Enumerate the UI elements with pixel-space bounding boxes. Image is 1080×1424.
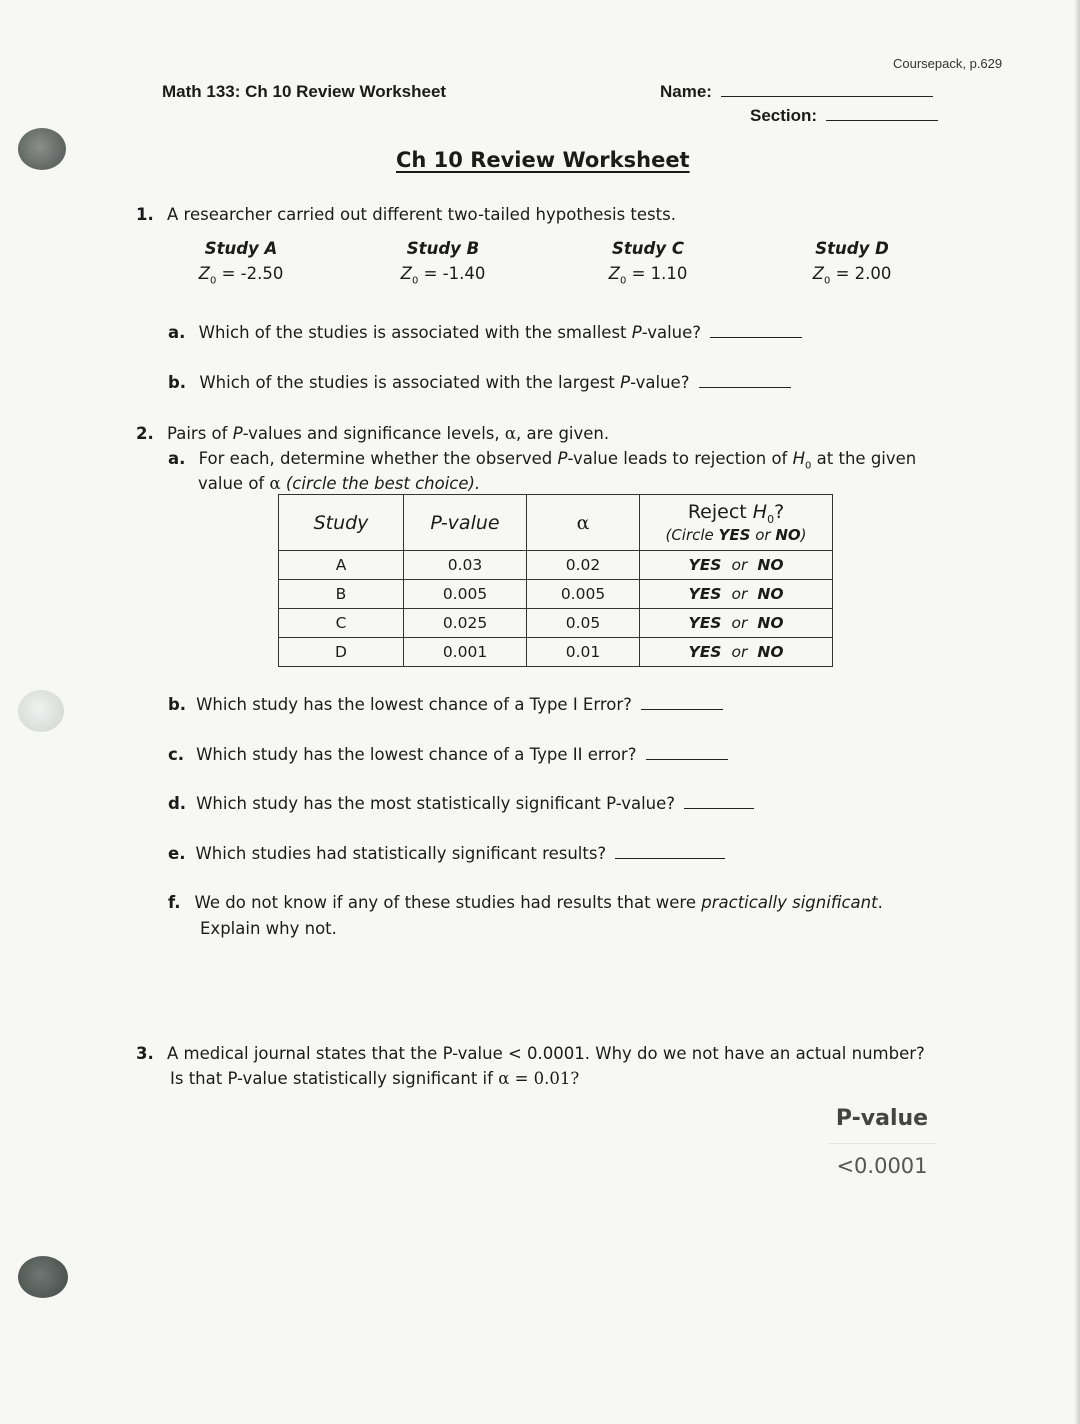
row-d-pvalue: 0.001	[404, 638, 527, 667]
table-row	[279, 609, 833, 638]
col-alpha-header: α	[527, 495, 640, 551]
study-b-heading: Study B	[406, 239, 480, 258]
table-row	[279, 638, 833, 667]
question-2f-line2: Explain why not.	[200, 919, 337, 938]
row-a-study: A	[279, 551, 404, 580]
question-2e: e. Which studies had statistically significant results?	[168, 844, 725, 863]
study-a-z: $Z_0 = -2.50$	[198, 264, 284, 287]
section-label: Section:	[750, 106, 818, 125]
row-d-alpha: 0.01	[527, 638, 640, 667]
row-a-alpha: 0.02	[527, 551, 640, 580]
pvalue-box-value: <0.0001	[828, 1143, 936, 1188]
name-label: Name:	[660, 82, 712, 101]
yes-option[interactable]: YES	[688, 556, 722, 574]
row-a-pvalue: 0.03	[404, 551, 527, 580]
study-d-heading: Study D	[815, 239, 889, 258]
question-1-text: A researcher carried out different two-tailed hypothesis tests.	[167, 205, 676, 224]
punch-hole-bottom	[18, 1256, 68, 1298]
no-option[interactable]: NO	[757, 614, 784, 632]
answer-blank-1b[interactable]	[699, 387, 791, 388]
question-1-number: 1.	[136, 205, 154, 224]
study-b-z: $Z_0 = -1.40$	[400, 264, 486, 287]
question-1a: a. Which of the studies is associated with the smallest P-value?	[168, 323, 802, 342]
punch-hole-middle	[18, 690, 64, 732]
row-a-choice[interactable]: YES or NO	[640, 551, 833, 580]
no-option[interactable]: NO	[757, 585, 784, 603]
page-edge-shadow	[1074, 0, 1080, 1424]
yes-option[interactable]: YES	[688, 585, 722, 603]
row-d-study: D	[279, 638, 404, 667]
name-blank[interactable]	[721, 96, 933, 97]
section-field[interactable]	[750, 106, 938, 126]
question-3-line2: Is that P-value statistically significant if α = 0.01?	[170, 1069, 580, 1088]
row-c-alpha: 0.05	[527, 609, 640, 638]
pvalue-table	[278, 494, 833, 667]
table-header-row	[279, 495, 833, 551]
question-2: 2. Pairs of P-values and significance levels, α, are given.	[136, 424, 610, 443]
row-b-alpha: 0.005	[527, 580, 640, 609]
table-row	[279, 580, 833, 609]
name-field[interactable]	[660, 82, 933, 102]
course-header: Math 133: Ch 10 Review Worksheet	[162, 82, 447, 101]
worksheet-title: Ch 10 Review Worksheet	[396, 148, 690, 172]
answer-blank-2e[interactable]	[615, 858, 725, 859]
row-d-choice[interactable]: YES or NO	[640, 638, 833, 667]
question-2a-line2: value of α (circle the best choice).	[198, 474, 481, 493]
question-2a: a. For each, determine whether the observed P-value leads to rejection of $H_0$ at the given	[168, 449, 917, 472]
yes-option[interactable]: YES	[688, 614, 722, 632]
study-a-heading: Study A	[204, 239, 278, 258]
question-2d: d. Which study has the most statistically significant P-value?	[168, 794, 754, 813]
question-1b: b. Which of the studies is associated with the largest P-value?	[168, 373, 791, 392]
answer-blank-2b[interactable]	[641, 709, 723, 710]
answer-blank-2c[interactable]	[646, 759, 728, 760]
study-d-z: $Z_0 = 2.00$	[812, 264, 892, 287]
question-2b: b. Which study has the lowest chance of a Type I Error?	[168, 695, 723, 714]
question-2c: c. Which study has the lowest chance of a Type II error?	[168, 745, 728, 764]
col-study-header: Study	[279, 495, 404, 551]
question-2f: f. We do not know if any of these studies had results that were practically significant.	[168, 893, 883, 912]
no-option[interactable]: NO	[757, 643, 784, 661]
pvalue-box-label: P-value	[835, 1106, 929, 1131]
question-1	[136, 205, 676, 224]
study-c-z: $Z_0 = 1.10$	[608, 264, 688, 287]
coursepack-page-ref: Coursepack, p.629	[893, 56, 1003, 71]
pvalue-box	[828, 1096, 936, 1188]
row-b-pvalue: 0.005	[404, 580, 527, 609]
no-option[interactable]: NO	[757, 556, 784, 574]
table-row	[279, 551, 833, 580]
col-reject-header: Reject $H_0$? (Circle YES or NO)	[640, 495, 833, 551]
answer-blank-1a[interactable]	[710, 337, 802, 338]
yes-option[interactable]: YES	[688, 643, 722, 661]
study-c-heading: Study C	[612, 239, 684, 258]
row-c-study: C	[279, 609, 404, 638]
row-b-choice[interactable]: YES or NO	[640, 580, 833, 609]
section-blank[interactable]	[826, 120, 938, 121]
col-pvalue-header: P-value	[404, 495, 527, 551]
row-b-study: B	[279, 580, 404, 609]
punch-hole-top	[18, 128, 66, 170]
row-c-choice[interactable]: YES or NO	[640, 609, 833, 638]
question-3: 3. A medical journal states that the P-value < 0.0001. Why do we not have an actual number?	[136, 1044, 925, 1063]
row-c-pvalue: 0.025	[404, 609, 527, 638]
answer-blank-2d[interactable]	[684, 808, 754, 809]
